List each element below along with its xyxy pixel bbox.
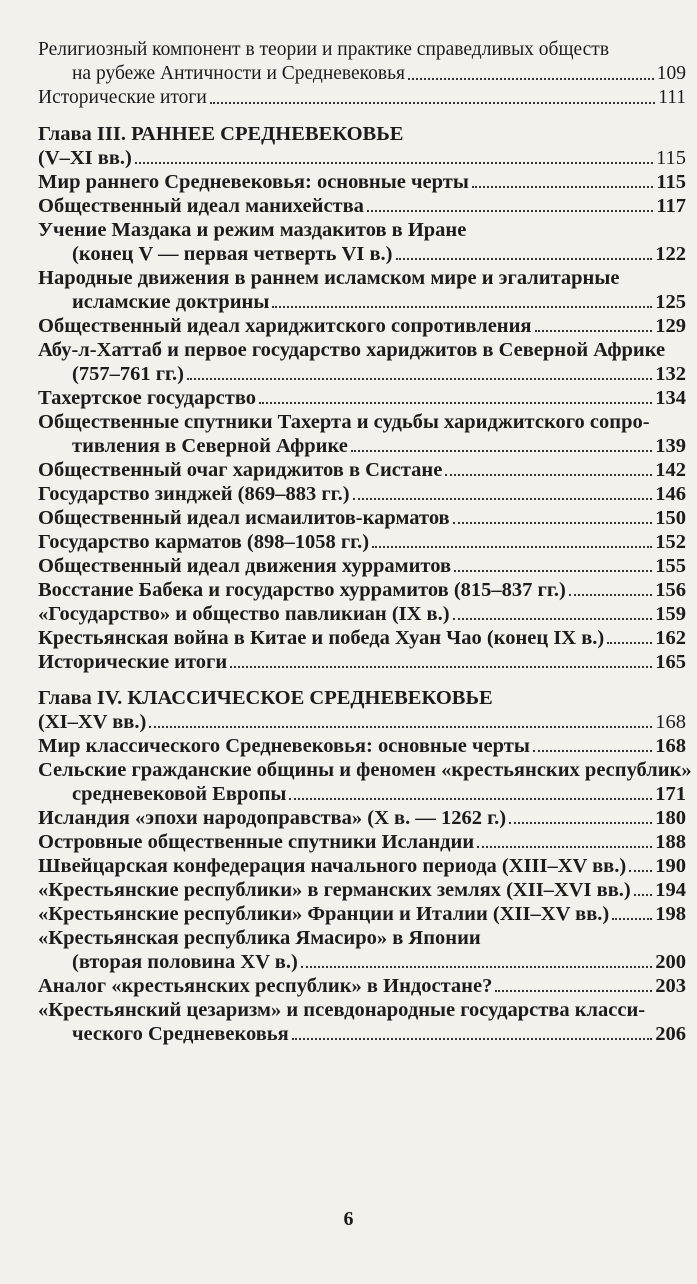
dot-leader: [569, 594, 652, 596]
page-ref: 109: [656, 63, 686, 84]
dot-leader: [454, 570, 652, 572]
page-ref: 165: [655, 651, 686, 673]
page-ref: 115: [656, 147, 686, 169]
dot-leader: [351, 450, 652, 452]
page-ref: 194: [655, 879, 686, 901]
toc-entry-text: Островные общественные спутники Исландии: [38, 831, 475, 853]
dot-leader: [453, 618, 653, 620]
chapter-title-text: Глава IV. КЛАССИЧЕСКОЕ СРЕДНЕВЕКОВЬЕ: [38, 687, 493, 709]
toc-entry: [38, 758, 692, 806]
page-ref: 162: [655, 627, 686, 649]
toc-line: [38, 410, 686, 434]
toc-entry: [38, 338, 686, 386]
dot-leader: [149, 726, 652, 728]
page-ref: 142: [655, 459, 686, 481]
toc-entry: [38, 38, 686, 86]
toc-line: [38, 170, 686, 194]
toc-entry: [38, 650, 686, 674]
dot-leader: [372, 546, 652, 548]
page-number: 6: [343, 1208, 354, 1230]
page-ref: 203: [655, 975, 686, 997]
toc-entry-text: «Государство» и общество павликиан (IX в.): [38, 603, 450, 625]
page-ref: 198: [655, 903, 686, 925]
page-ref: 168: [655, 711, 686, 733]
toc-entry: [38, 86, 686, 110]
toc-entry: [38, 974, 686, 998]
toc-entry-text: Исторические итоги: [38, 87, 207, 108]
page-ref: 171: [655, 783, 686, 805]
page-ref: 206: [655, 1023, 686, 1045]
toc-entry: [38, 506, 686, 530]
dot-leader: [607, 642, 652, 644]
toc-line: [38, 290, 686, 314]
toc-entry-text: Мир раннего Средневековья: основные черты: [38, 171, 469, 193]
toc-entry-text: Учение Маздака и режим маздакитов в Иране: [38, 219, 467, 241]
toc-entry: [38, 878, 686, 902]
toc-line: [38, 998, 686, 1022]
dot-leader: [495, 990, 652, 992]
toc-entry: [38, 170, 686, 194]
toc-entry-text: средневековой Европы: [72, 783, 287, 805]
toc-line: [38, 362, 686, 386]
toc-entry: [38, 458, 686, 482]
toc-line: [38, 806, 686, 830]
toc-entry-text: Общественный идеал хариджитского сопротивления: [38, 315, 532, 337]
toc-entry-text: «Крестьянская республика Ямасиро» в Японии: [38, 927, 481, 949]
chapter-title: [38, 686, 686, 710]
toc-entry: [38, 602, 686, 626]
toc-entry-text: Общественный очаг хариджитов в Систане: [38, 459, 443, 481]
page-ref: 152: [655, 531, 686, 553]
page-ref: 156: [655, 579, 686, 601]
toc-line: [38, 578, 686, 602]
toc-entry-text: (757–761 гг.): [72, 363, 184, 385]
toc-entry-text: Общественный идеал манихейства: [38, 195, 364, 217]
toc-line: [38, 1022, 686, 1046]
dot-leader: [472, 186, 654, 188]
toc-line: [38, 902, 686, 926]
page-ref: 117: [656, 195, 686, 217]
toc-entry: [38, 314, 686, 338]
toc-entry-text: Государство карматов (898–1058 гг.): [38, 531, 370, 553]
toc-entry: [38, 578, 686, 602]
toc-line: [38, 782, 686, 806]
dot-leader: [509, 822, 652, 824]
toc-line: [38, 626, 686, 650]
toc-line: [38, 530, 686, 554]
toc-entry-text: Государство зинджей (869–883 гг.): [38, 483, 350, 505]
toc-line: [38, 86, 686, 110]
toc-entry: [38, 530, 686, 554]
toc-entry-text: (вторая половина XV в.): [72, 951, 298, 973]
toc-line: [38, 242, 686, 266]
toc-line: [38, 314, 686, 338]
dot-leader: [533, 750, 652, 752]
toc-entry: [38, 854, 686, 878]
toc-entry-text: Аналог «крестьянских республик» в Индостане?: [38, 975, 493, 997]
page-ref: 200: [655, 951, 686, 973]
toc-line: [38, 734, 686, 758]
toc-entry-text: Народные движения в раннем исламском мире и эгалитарные: [38, 267, 620, 289]
toc-entry: [38, 626, 686, 650]
toc-entry-text: «Крестьянский цезаризм» и псевдонародные государства класси-: [38, 999, 646, 1021]
page-ref: 159: [655, 603, 686, 625]
toc-entry-text: Общественные спутники Тахерта и судьбы хариджитского сопро-: [38, 411, 650, 433]
toc-line: [38, 62, 686, 86]
toc-entry: [38, 554, 686, 578]
page-ref: 129: [655, 315, 686, 337]
toc-top-section: [38, 38, 686, 110]
page-ref: 125: [655, 291, 686, 313]
toc-line: [38, 830, 686, 854]
toc-entry: [38, 998, 686, 1046]
dot-leader: [230, 666, 652, 668]
toc-line: [38, 386, 686, 410]
page-ref: 190: [655, 855, 686, 877]
dot-leader: [408, 78, 654, 80]
toc-entry-text: «Крестьянские республики» в германских землях (XII–XVI вв.): [38, 879, 631, 901]
toc-entry-text: «Крестьянские республики» Франции и Италии (XII–XV вв.): [38, 903, 610, 925]
dot-leader: [367, 210, 653, 212]
toc-entry-text: Религиозный компонент в теории и практике справедливых обществ: [38, 39, 610, 60]
page-ref: 122: [655, 243, 686, 265]
toc-entry: [38, 830, 686, 854]
toc-line: [38, 602, 686, 626]
toc-entry: [38, 410, 686, 458]
toc-line: [38, 926, 686, 950]
dot-leader: [445, 474, 652, 476]
toc-line: [38, 506, 686, 530]
page-ref: 115: [656, 171, 686, 193]
chapter-4: [38, 686, 692, 1046]
toc-line: [38, 482, 686, 506]
dot-leader: [187, 378, 652, 380]
toc-entry: [38, 194, 686, 218]
toc-entry-text: Сельские гражданские общины и феномен «крестьянских республик»: [38, 759, 692, 781]
toc-entry-text: Общественный идеал движения хуррамитов: [38, 555, 452, 577]
dot-leader: [629, 870, 652, 872]
toc-entry-text: (конец V — первая четверть VI в.): [72, 243, 393, 265]
toc-entry-text: Мир классического Средневековья: основные черты: [38, 735, 530, 757]
page-ref: 139: [655, 435, 686, 457]
chapter-subtitle-line: [38, 710, 686, 734]
toc-entry-text: на рубеже Античности и Средневековья: [72, 63, 405, 84]
toc-entry-text: тивления в Северной Африке: [72, 435, 348, 457]
toc-line: [38, 194, 686, 218]
chapter-subtitle: (XI–XV вв.): [38, 711, 147, 733]
dot-leader: [289, 798, 652, 800]
page-ref: 168: [655, 735, 686, 757]
dot-leader: [453, 522, 653, 524]
toc-entry: [38, 806, 686, 830]
dot-leader: [272, 306, 652, 308]
toc-line: [38, 758, 692, 782]
dot-leader: [477, 846, 652, 848]
page-ref: 155: [655, 555, 686, 577]
page-ref: 180: [655, 807, 686, 829]
toc-entry: [38, 482, 686, 506]
toc-entry: [38, 218, 686, 266]
dot-leader: [396, 258, 653, 260]
dot-leader: [353, 498, 653, 500]
chapter-3: [38, 122, 686, 674]
toc-line: [38, 434, 686, 458]
page-ref: 150: [655, 507, 686, 529]
toc-entry: [38, 266, 686, 314]
toc-entry: [38, 734, 686, 758]
toc-line: [38, 650, 686, 674]
toc-line: [38, 554, 686, 578]
toc-entry-text: Тахертское государство: [38, 387, 257, 409]
dot-leader: [301, 966, 652, 968]
toc-entry-text: Общественный идеал исмаилитов-карматов: [38, 507, 450, 529]
toc-entry-text: Восстание Бабека и государство хуррамитов (815–837 гг.): [38, 579, 566, 601]
toc-line: [38, 218, 686, 242]
toc-line: [38, 338, 686, 362]
dot-leader: [292, 1038, 653, 1040]
page-ref: 134: [655, 387, 686, 409]
toc-entry-text: Исландия «эпохи народоправства» (X в. — 1262 г.): [38, 807, 507, 829]
toc-entry-text: исламские доктрины: [72, 291, 270, 313]
toc-line: [38, 878, 686, 902]
chapter-title: [38, 122, 686, 146]
page-ref: 188: [655, 831, 686, 853]
toc-line: [38, 950, 686, 974]
toc-entry: [38, 902, 686, 926]
dot-leader: [535, 330, 653, 332]
dot-leader: [259, 402, 652, 404]
dot-leader: [612, 918, 652, 920]
toc-line: [38, 266, 686, 290]
toc-entry-text: Швейцарская конфедерация начального периода (XIII–XV вв.): [38, 855, 627, 877]
page-ref: 111: [658, 87, 686, 108]
toc-page: [38, 38, 692, 1046]
dot-leader: [210, 102, 655, 104]
chapter-3-entries: [38, 170, 686, 674]
toc-entry-text: Абу-л-Хаттаб и первое государство хариджитов в Северной Африке: [38, 339, 666, 361]
dot-leader: [135, 162, 653, 164]
toc-line: [38, 458, 686, 482]
toc-line: [38, 854, 686, 878]
page-ref: 132: [655, 363, 686, 385]
toc-entry-text: Крестьянская война в Китае и победа Хуан Чао (конец IX в.): [38, 627, 605, 649]
toc-entry: [38, 386, 686, 410]
chapter-4-entries: [38, 734, 692, 1046]
chapter-subtitle-line: [38, 146, 686, 170]
dot-leader: [634, 894, 653, 896]
toc-line: [38, 38, 686, 62]
toc-entry-text: Исторические итоги: [38, 651, 228, 673]
chapter-title-text: Глава III. РАННЕЕ СРЕДНЕВЕКОВЬЕ: [38, 123, 404, 145]
toc-entry-text: ческого Средневековья: [72, 1023, 289, 1045]
toc-line: [38, 974, 686, 998]
chapter-subtitle: (V–XI вв.): [38, 147, 132, 169]
toc-entry: [38, 926, 686, 974]
page-ref: 146: [655, 483, 686, 505]
